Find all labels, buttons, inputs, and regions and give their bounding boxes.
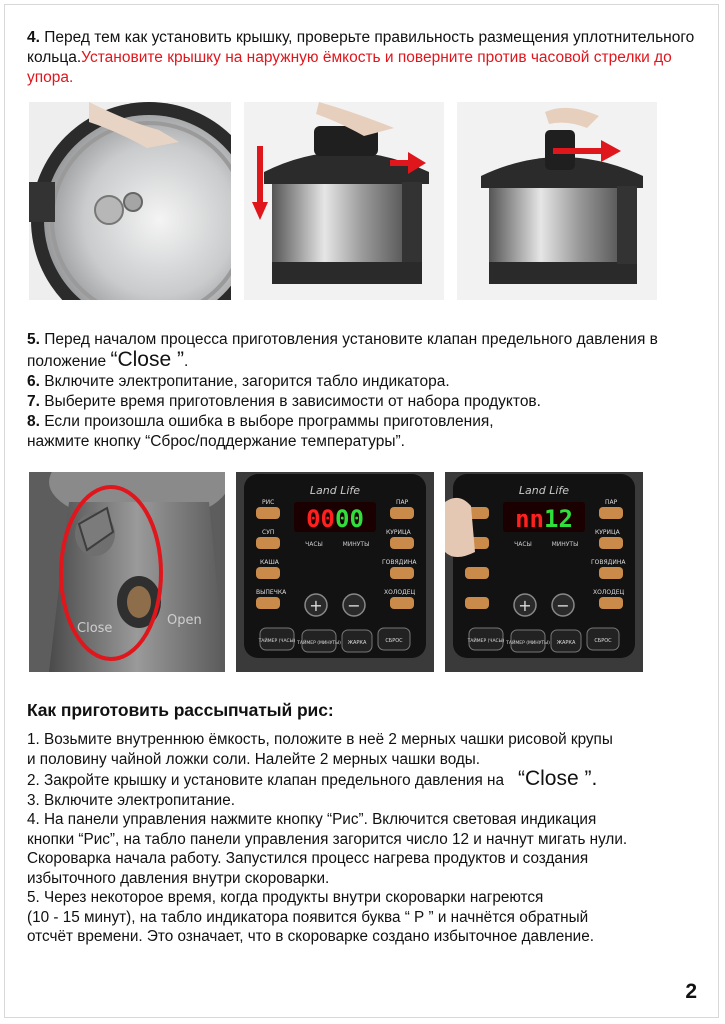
button-kholodets-2[interactable] — [599, 597, 623, 609]
step-8-text: Если произошла ошибка в выборе программы приготовления, — [39, 413, 494, 430]
step-8-number: 8. — [27, 413, 40, 430]
photo-lid-placement — [244, 102, 444, 300]
button-label-par-2: ПАР — [605, 499, 618, 506]
step-6-number: 6. — [27, 373, 40, 390]
rice-line-7: Скороварка начала работу. Запустился процесс нагрева продуктов и создания — [27, 850, 589, 867]
rice-line-9: 5. Через некоторое время, когда продукты внутри скороварки нагреются — [27, 889, 544, 906]
button-kasha-2[interactable] — [465, 567, 489, 579]
display-hours-label: ЧАСЫ — [305, 541, 323, 548]
steps-5-8 — [27, 330, 707, 452]
button-label-ris: РИС — [262, 499, 275, 506]
button-label-kasha: КАША — [260, 559, 279, 566]
rice-line-1: 1. Возьмите внутреннюю ёмкость, положите в неё 2 мерных чашки рисовой крупы — [27, 731, 613, 748]
step-4-number: 4. — [27, 29, 40, 46]
rice-close-label: “Close ”. — [517, 767, 598, 790]
step-7-number: 7. — [27, 393, 40, 410]
button-label-govyadina: ГОВЯДИНА — [382, 559, 417, 566]
button-label-kholodets-2: ХОЛОДЕЦ — [593, 589, 625, 596]
button-kuritsa-2[interactable] — [599, 537, 623, 549]
rice-line-4: 3. Включите электропитание. — [27, 791, 235, 809]
rice-line-3-text: 2. Закройте крышку и установите клапан предельного давления на — [27, 772, 504, 789]
rice-instructions — [27, 730, 717, 947]
button-label-kuritsa: КУРИЦА — [386, 529, 411, 536]
step-7-text: Выберите время приготовления в зависимости от набора продуктов. — [39, 393, 541, 410]
rice-line-8: избыточного давления внутри скороварки. — [27, 869, 330, 887]
step-4-paragraph — [27, 28, 707, 88]
button-label-sup: СУП — [262, 529, 275, 536]
label-zharka-2: ЖАРКА — [556, 640, 576, 646]
valve-close-label: Close — [77, 621, 113, 636]
rice-line-11: отсчёт времени. Это означает, что в скороварке создано избыточное давление. — [27, 928, 594, 945]
step-5-line-a — [27, 330, 707, 372]
brand-logo: Land Life — [309, 484, 361, 497]
photo-lid-turn — [457, 102, 657, 300]
button-vypechka[interactable] — [256, 597, 280, 609]
plus-glyph-2: + — [518, 596, 532, 615]
button-label-kuritsa-2: КУРИЦА — [595, 529, 620, 536]
display-minutes-label-2: МИНУТЫ — [551, 541, 579, 548]
label-sbros-2: СБРОС — [594, 638, 612, 644]
label-timer-hours-2: ТАЙМЕР (ЧАСЫ) — [467, 639, 505, 644]
button-label-kholodets: ХОЛОДЕЦ — [384, 589, 416, 596]
button-label-govyadina-2: ГОВЯДИНА — [591, 559, 626, 566]
button-vypechka-2[interactable] — [465, 597, 489, 609]
step-4-red-text: Установите крышку на наружную ёмкость и поверните против часовой стрелки до упора. — [27, 49, 672, 86]
photo-control-panel-1 — [236, 472, 434, 672]
page-number: 2 — [685, 980, 697, 1003]
button-ris[interactable] — [256, 507, 280, 519]
step-5-text: Перед началом процесса приготовления установите клапан предельного давления в положение — [27, 331, 658, 370]
label-zharka: ЖАРКА — [347, 640, 367, 646]
button-sup[interactable] — [256, 537, 280, 549]
step-5-number: 5. — [27, 331, 40, 348]
display-hours-label-2: ЧАСЫ — [514, 541, 532, 548]
photo-lid-seal-ring — [29, 102, 231, 300]
step-8-line-b — [27, 432, 707, 452]
minus-glyph: − — [347, 596, 361, 615]
rice-section-title: Как приготовить рассыпчатый рис: — [27, 700, 334, 720]
button-par[interactable] — [390, 507, 414, 519]
step-4-text: Перед тем как установить крышку, проверьте правильность размещения уплотнительного кольца. — [27, 29, 695, 66]
photo-valve-close — [29, 472, 225, 672]
step-7-line — [27, 392, 707, 412]
step-8-text-b: нажмите кнопку “Сброс/поддержание температуры”. — [27, 433, 405, 450]
step-6-line — [27, 372, 707, 392]
bottom-buttons — [258, 628, 410, 652]
label-timer-minutes: ТАЙМЕР (МИНУТЫ) — [297, 641, 341, 646]
button-govyadina[interactable] — [390, 567, 414, 579]
brand-logo-2: Land Life — [518, 484, 570, 497]
rice-line-2: и половину чайной ложки соли. Налейте 2 мерных чашки воды. — [27, 750, 481, 768]
finger — [445, 498, 475, 557]
rice-line-5: 4. На панели управления нажмите кнопку “Рис”. Включится световая индикация — [27, 811, 597, 828]
label-timer-minutes-2: ТАЙМЕР (МИНУТЫ) — [506, 641, 550, 646]
label-timer-hours: ТАЙМЕР (ЧАСЫ) — [258, 639, 296, 644]
button-label-vypechka: ВЫПЕЧКА — [256, 589, 287, 596]
rice-line-6: кнопки “Рис”, на табло панели управления загорится число 12 и начнут мигать нули. — [27, 830, 628, 848]
minus-glyph-2: − — [556, 596, 570, 615]
button-label-par: ПАР — [396, 499, 409, 506]
button-govyadina-2[interactable] — [599, 567, 623, 579]
photo-control-panel-2 — [445, 472, 643, 672]
display-minutes-label: МИНУТЫ — [342, 541, 370, 548]
rice-line-3 — [27, 769, 717, 791]
button-kasha[interactable] — [256, 567, 280, 579]
button-kholodets[interactable] — [390, 597, 414, 609]
display-digits: 0000 — [306, 505, 364, 533]
step-5-end: . — [184, 353, 189, 370]
valve-open-label: Open — [167, 613, 202, 628]
button-par-2[interactable] — [599, 507, 623, 519]
step-6-text: Включите электропитание, загорится табло индикатора. — [39, 373, 450, 390]
label-sbros: СБРОС — [385, 638, 403, 644]
display-digits-2: nn12 — [515, 505, 573, 533]
rice-line-10: (10 - 15 минут), на табло индикатора появится буква “ Р ” и начнётся обратный — [27, 908, 589, 926]
step-5-close-label: “Close ” — [110, 348, 184, 371]
step-8-line — [27, 412, 707, 432]
button-kuritsa[interactable] — [390, 537, 414, 549]
plus-glyph: + — [309, 596, 323, 615]
